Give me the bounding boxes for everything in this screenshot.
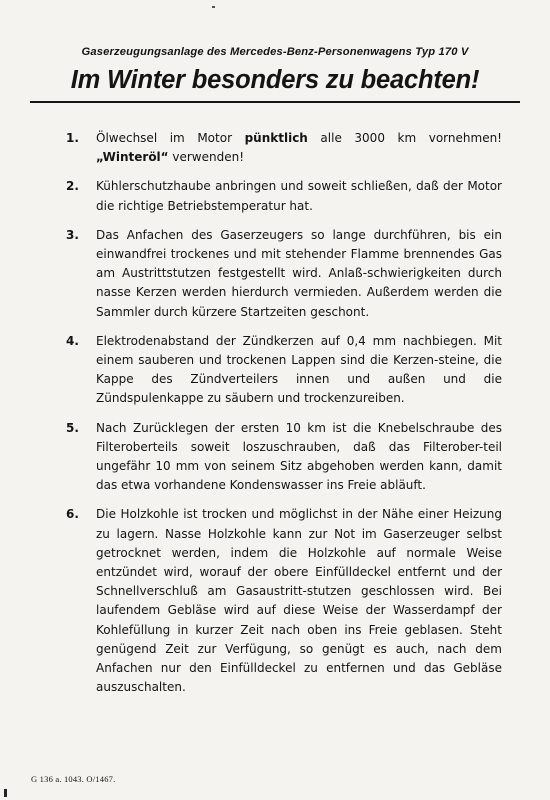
corner-mark — [4, 789, 7, 797]
item-text: Nach Zurücklegen der ersten 10 km ist die Knebelschraube des Filteroberteils soweit loszuschrauben, daß das Filterober-teil ungefähr 10 mm von seinem Sitz abgehoben werden kann, damit das etwa vorhandene Kondenswasser ins Freie abläuft. — [96, 420, 502, 493]
instruction-item-2 — [66, 177, 502, 215]
item-text-part: alle 3000 km vornehmen! — [307, 131, 502, 145]
instruction-item-6 — [66, 505, 502, 697]
item-text: Das Anfachen des Gaserzeugers so lange durchführen, bis ein einwandfrei trockenes und mit stehender Flamme brennendes Gas am Austrittstutzen festgestellt wird. Anlaß-schwierigkeiten durch nasse Kerzen werden hierdurch vermieden. Außerdem werden die Sammler durch kürzere Startzeiten geschont. — [96, 227, 502, 319]
title-underline — [30, 101, 520, 103]
instruction-item-1 — [66, 129, 502, 167]
item-number: 2. — [66, 179, 79, 194]
item-number: 3. — [66, 227, 79, 242]
item-text: Elektrodenabstand der Zündkerzen auf 0,4 mm nachbiegen. Mit einem sauberen und trockenen Lappen sind die Kerzen-steine, die Kappe des Zündverteilers innen und außen und die Zündspulenkappe zu säubern und trockenzureiben. — [96, 333, 502, 406]
item-text — [96, 129, 502, 167]
print-speck — [212, 6, 215, 8]
item-text: Die Holzkohle ist trocken und möglichst in der Nähe einer Heizung zu lagern. Nasse Holzkohle kann zur Not im Gaserzeuger selbst getrocknet werden, indem die Holzkohle auf normale Weise entzündet wird, worauf der obere Einfülldeckel entfernt und der Schnellverschluß am Gasaustritt-stutzen geschlossen wird. Bei laufendem Gebläse wird auf diese Weise der Wasserdampf der Kohlefüllung in kurzer Zeit nach oben ins Freie geblasen. Steht genügend Zeit zur Verfügung, so genügt es auch, nach dem Anfachen nur den Einfülldeckel zu entfernen und das Gebläse auszuschalten. — [96, 507, 502, 695]
item-text: Kühlerschutzhaube anbringen und soweit schließen, daß der Motor die richtige Betriebstemperatur hat. — [96, 179, 502, 213]
item-text-emphasis: pünktlich — [244, 131, 308, 145]
print-reference: G 136 a. 1043. O/1467. — [31, 774, 116, 784]
item-number: 6. — [66, 507, 79, 522]
item-text-part: verwenden! — [168, 150, 245, 165]
item-number: 4. — [66, 333, 79, 348]
item-text-part: Ölwechsel im Motor — [96, 131, 245, 145]
instruction-item-5 — [66, 419, 502, 496]
instruction-list — [66, 129, 502, 707]
item-number: 1. — [66, 131, 79, 145]
instruction-item-3 — [66, 226, 502, 322]
item-number: 5. — [66, 420, 79, 435]
instruction-item-4 — [66, 332, 502, 409]
document-subtitle: Gaserzeugungsanlage des Mercedes-Benz-Personenwagens Typ 170 V — [81, 46, 469, 58]
document-title: Im Winter besonders zu beachten! — [70, 66, 480, 94]
item-text-emphasis: „Winteröl“ — [96, 150, 169, 165]
